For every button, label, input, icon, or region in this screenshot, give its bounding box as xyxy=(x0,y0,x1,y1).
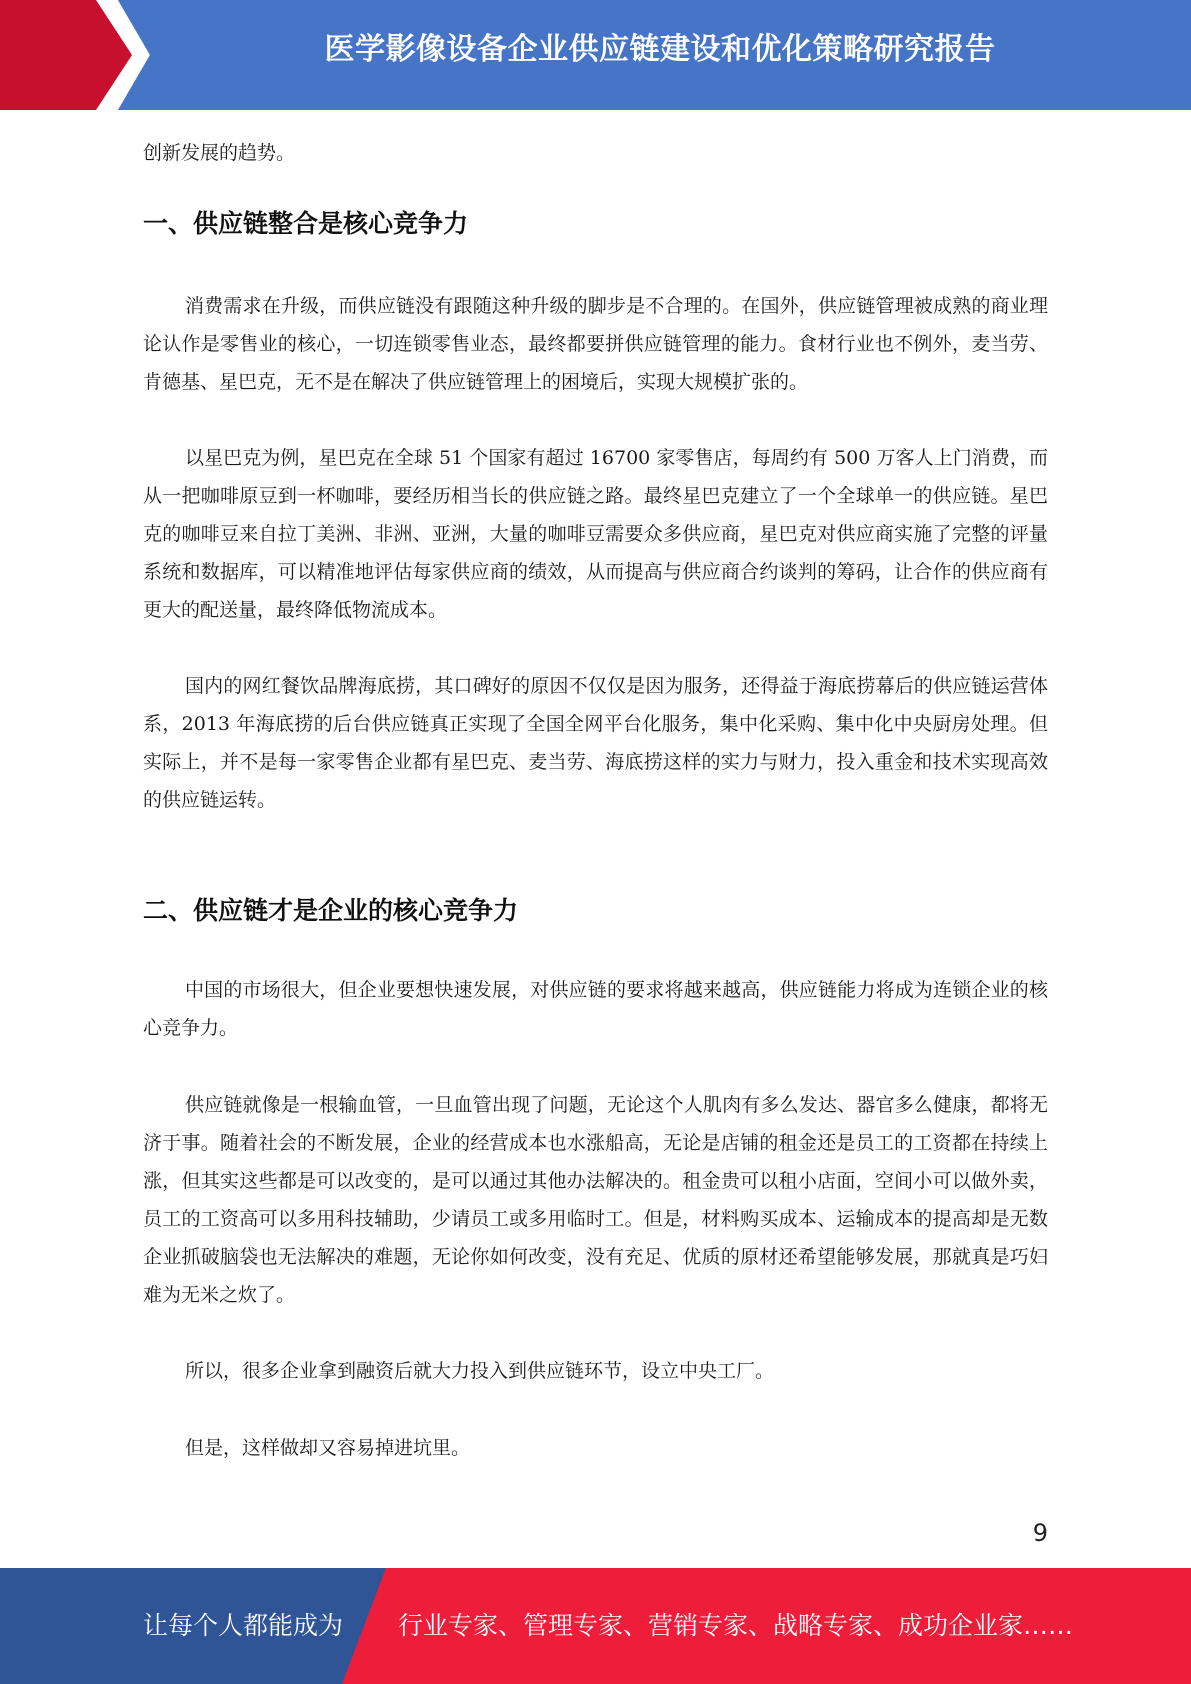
footer-band xyxy=(0,1568,1191,1684)
footer-slogan-right: 行业专家、管理专家、营销专家、战略专家、成功企业家…… xyxy=(398,1611,1074,1640)
section-2-paragraph-4: 但是，这样做却又容易掉进坑里。 xyxy=(185,1437,471,1459)
document-title: 医学影像设备企业供应链建设和优化策略研究报告 xyxy=(324,32,996,67)
section-1-paragraph-3: 国内的网红餐饮品牌海底捞，其口碑好的原因不仅仅是因为服务，还得益于海底捞幕后的供应链运营体系，2013 年海底捞的后台供应链真正实现了全国全网平台化服务，集中化采购、集中化中央厨房处理。但实际上，并不是每一家零售企业都有星巴克、麦当劳、海底捞这样的实力与财力，投入重金和技术实现高效的供应链运转。 xyxy=(143,675,1048,811)
footer-slogan-left: 让每个人都能成为 xyxy=(143,1611,344,1640)
section-2-heading: 二、供应链才是企业的核心竞争力 xyxy=(143,896,519,925)
section-2-paragraph-3: 所以，很多企业拿到融资后就大力投入到供应链环节，设立中央工厂。 xyxy=(185,1360,775,1382)
carryover-paragraph: 创新发展的趋势。 xyxy=(143,142,296,164)
section-2-paragraph-1: 中国的市场很大，但企业要想快速发展，对供应链的要求将越来越高，供应链能力将成为连锁企业的核心竞争力。 xyxy=(143,979,1048,1039)
section-1-paragraph-1: 消费需求在升级，而供应链没有跟随这种升级的脚步是不合理的。在国外，供应链管理被成熟的商业理论认作是零售业的核心，一切连锁零售业态，最终都要拼供应链管理的能力。食材行业也不例外，麦当劳、肯德基、星巴克，无不是在解决了供应链管理上的困境后，实现大规模扩张的。 xyxy=(143,295,1048,393)
header-band xyxy=(0,0,1191,110)
section-2-paragraph-2: 供应链就像是一根输血管，一旦血管出现了问题，无论这个人肌肉有多么发达、器官多么健康，都将无济于事。随着社会的不断发展，企业的经营成本也水涨船高，无论是店铺的租金还是员工的工资都在持续上涨，但其实这些都是可以改变的，是可以通过其他办法解决的。租金贵可以租小店面，空间小可以做外卖，员工的工资高可以多用科技辅助，少请员工或多用临时工。但是，材料购买成本、运输成本的提高却是无数企业抓破脑袋也无法解决的难题，无论你如何改变，没有充足、优质的原材还希望能够发展，那就真是巧妇难为无米之炊了。 xyxy=(143,1094,1048,1306)
section-1-heading: 一、供应链整合是核心竞争力 xyxy=(143,209,469,238)
section-1-paragraph-2: 以星巴克为例，星巴克在全球 51 个国家有超过 16700 家零售店，每周约有 500 万客人上门消费，而从一把咖啡原豆到一杯咖啡，要经历相当长的供应链之路。最终星巴克建立了一个全球单一的供应链。星巴克的咖啡豆来自拉丁美洲、非洲、亚洲，大量的咖啡豆需要众多供应商，星巴克对供应商实施了完整的评量系统和数据库，可以精准地评估每家供应商的绩效，从而提高与供应商合约谈判的筹码，让合作的供应商有更大的配送量，最终降低物流成本。 xyxy=(143,447,1048,621)
header-arrow-icon xyxy=(0,0,160,110)
page-number: 9 xyxy=(1032,1519,1048,1547)
